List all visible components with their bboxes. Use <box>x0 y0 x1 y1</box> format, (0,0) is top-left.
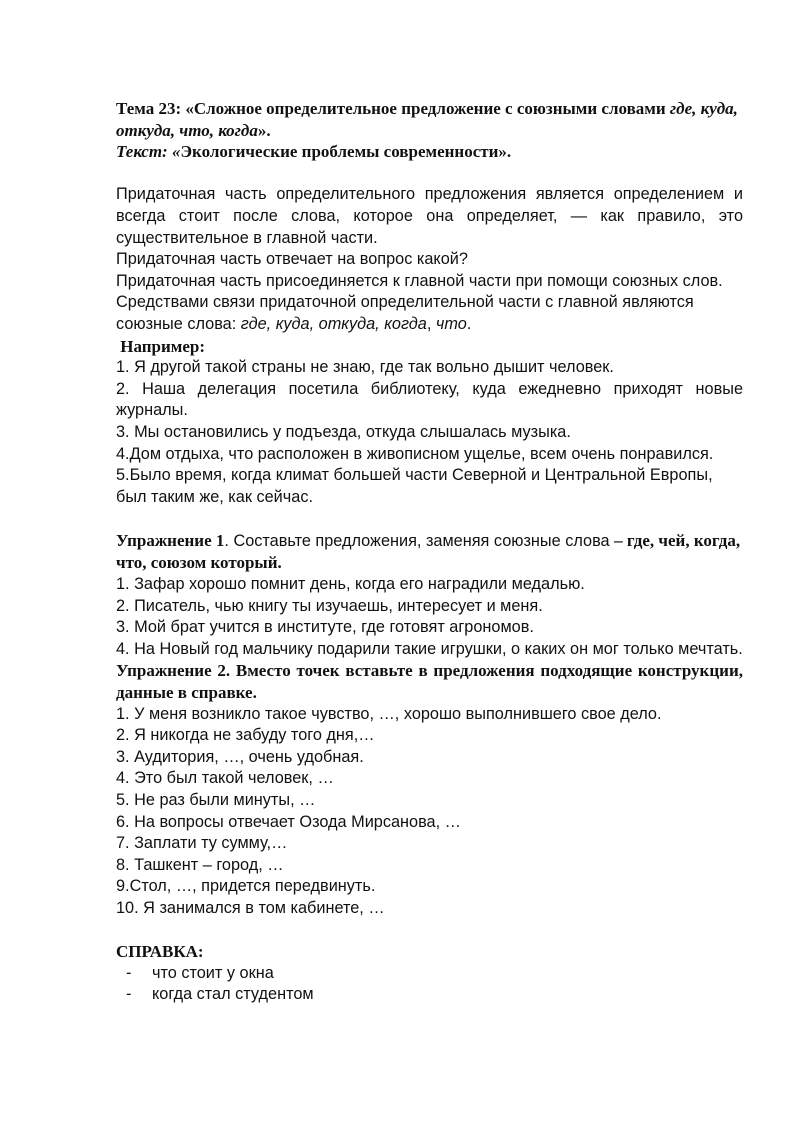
example-item: 2. Наша делегация посетила библиотеку, куда ежедневно приходят новые журналы. <box>116 379 743 420</box>
theory-paragraph-2: Придаточная часть отвечает на вопрос какой? <box>116 250 468 269</box>
examples-list <box>116 357 743 508</box>
reference-item-text: что стоит у окна <box>152 963 274 982</box>
topic-title-end: ». <box>257 120 271 140</box>
topic-title <box>116 98 743 141</box>
exercise2-list <box>116 704 743 920</box>
reference-list <box>116 963 743 1006</box>
exercise2-item: 9.Стол, …, придется передвинуть. <box>116 877 376 896</box>
exercise1-list <box>116 574 743 660</box>
exercise1-item: 3. Мой брат учится в институте, где готовят агрономов. <box>116 618 534 637</box>
text-open-quote: « <box>171 142 181 162</box>
exercise2-heading: Упражнение 2. Вместо точек вставьте в предложения подходящие конструкции, данные в справке. <box>116 661 743 703</box>
theory-block <box>116 184 743 335</box>
exercise2-item: 7. Заплати ту сумму,… <box>116 834 288 853</box>
exercise1-label: Упражнение 1 <box>116 530 225 550</box>
exercise1-heading <box>116 530 743 574</box>
exercise2-item: 2. Я никогда не забуду того дня,… <box>116 726 375 745</box>
exercise2-item: 6. На вопросы отвечает Озода Мирсанова, … <box>116 812 461 831</box>
theory-paragraph-1: Придаточная часть определительного предложения является определением и всегда стоит после слова, которое она определяет, — как правило, это существительное в главной части. <box>116 185 743 247</box>
theory-conjunctive-words: где, куда, откуда, когда <box>240 314 427 333</box>
spacer <box>116 920 743 942</box>
example-item: 3. Мы остановились у подъезда, откуда слышалась музыка. <box>116 422 571 441</box>
spacer <box>116 163 743 185</box>
reference-heading: СПРАВКА: <box>116 942 204 962</box>
exercise2-item: 1. У меня возникло такое чувство, …, хорошо выполнившего свое дело. <box>116 704 662 723</box>
text-label: Текст: <box>116 142 168 162</box>
exercise2-item: 5. Не раз были минуты, … <box>116 791 316 809</box>
theory-paragraph-3-text: Придаточная часть присоединяется к главной части при помощи союзных слов. Средствами связи придаточной определительной части с главной являются союзные слова: <box>116 271 723 333</box>
dash-bullet-icon: - <box>126 963 132 982</box>
reference-item <box>116 984 743 1006</box>
exercise2-item: 8. Ташкент – город, … <box>116 855 284 874</box>
theory-conjunctive-word-last: что <box>435 314 467 333</box>
exercise1-text: . Составьте предложения, заменяя союзные слова <box>224 531 615 550</box>
spacer <box>116 508 743 530</box>
example-item: 1. Я другой такой страны не знаю, где так вольно дышит человек. <box>116 358 614 377</box>
text-title <box>116 141 743 163</box>
text-title-value: Экологические проблемы современности». <box>180 142 512 162</box>
exercise2-item: 4. Это был такой человек, … <box>116 769 334 788</box>
reference-item <box>116 963 743 985</box>
reference-item-text: когда стал студентом <box>152 985 314 1004</box>
examples-heading: Например: <box>116 336 206 356</box>
exercise2-item: 3. Аудитория, …, очень удобная. <box>116 747 364 766</box>
topic-title-prefix: Тема 23: «Сложное определительное предложение с союзными словами <box>116 99 666 118</box>
exercise1-item: 2. Писатель, чью книгу ты изучаешь, интересует и меня. <box>116 596 543 615</box>
exercise2-item: 10. Я занимался в том кабинете, … <box>116 898 385 917</box>
document-page <box>116 98 743 1006</box>
theory-period: . <box>466 314 472 333</box>
example-item: 5.Было время, когда климат большей части Северной и Центральной Европы, был таким же, как сейчас. <box>116 466 713 506</box>
theory-paragraph-3 <box>116 271 743 336</box>
exercise1-item: 1. Зафар хорошо помнит день, когда его наградили медалью. <box>116 575 585 594</box>
exercise1-item: 4. На Новый год мальчику подарили такие игрушки, о каких он мог только мечтать. <box>116 639 743 658</box>
dash-bullet-icon: - <box>126 985 132 1004</box>
exercise1-bold-tail: – где, чей, когда, что, союзом который. <box>116 530 741 573</box>
theory-comma: , <box>426 314 436 333</box>
topic-title-words: где, куда, откуда, что, когда <box>116 99 738 140</box>
example-item: 4.Дом отдыха, что расположен в живописном ущелье, всем очень понравился. <box>116 444 714 463</box>
